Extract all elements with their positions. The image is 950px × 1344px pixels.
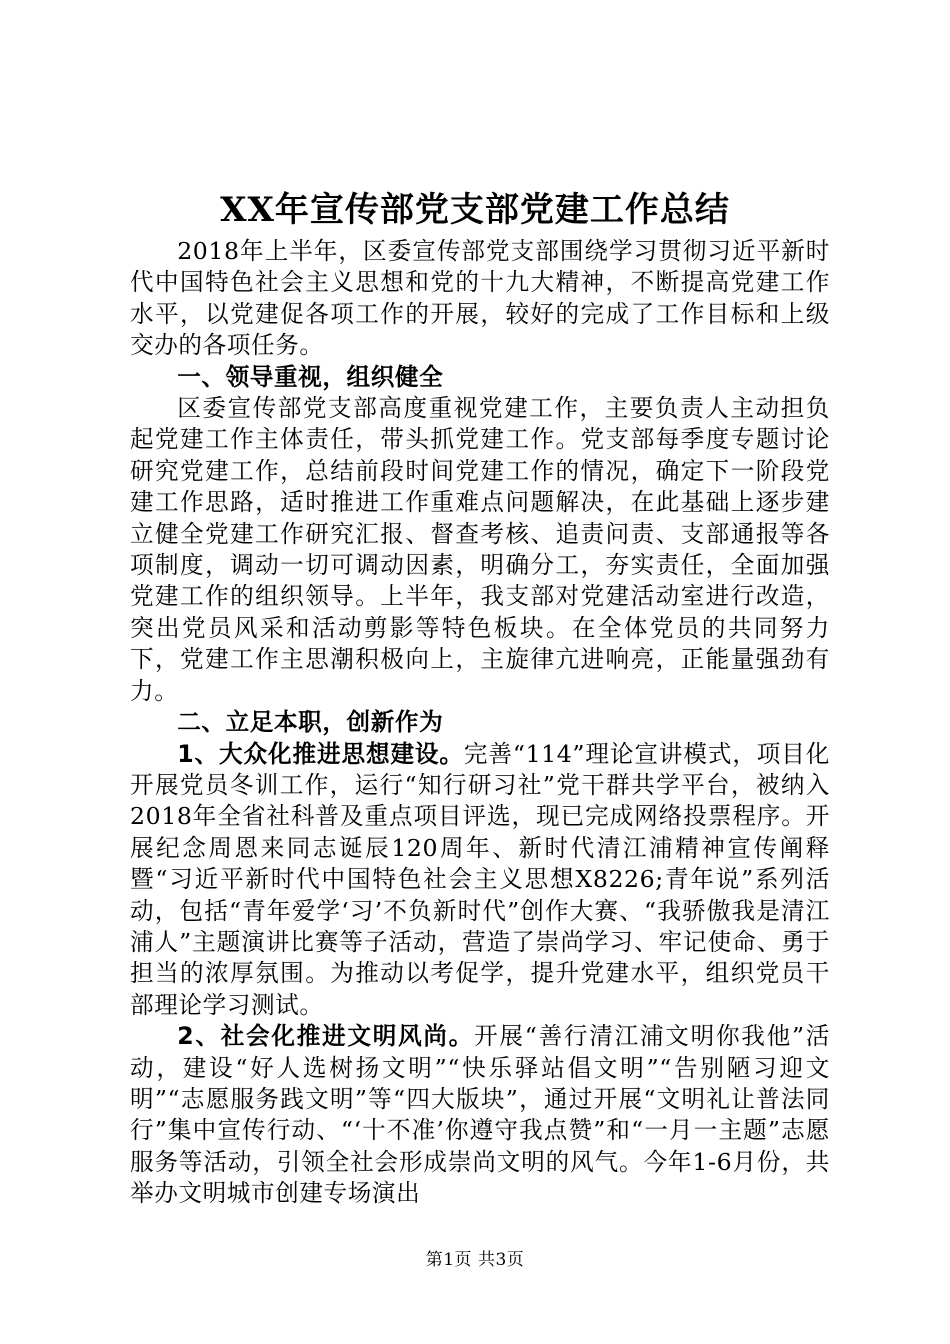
item-2-body: 开展“善行清江浦文明你我他”活动，建设“好人选树扬文明”“快乐驿站倡文明”“告别陋习迎文明”“志愿服务践文明”等“四大版块”，通过开展“文明礼让普法同行”集中宣传行动、“‘十不准’你遵守我点赞”和“一月一主题”志愿服务等活动，引领全社会形成崇尚文明的风气。今年1-6月份，共举办文明城市创建专场演出 — [130, 1022, 830, 1208]
item-1-body: 完善“114”理论宣讲模式，项目化开展党员冬训工作，运行“知行研习社”党干群共学平台，被纳入2018年全省社科普及重点项目评选，现已完成网络投票程序。开展纪念周恩来同志诞辰120周年、新时代清江浦精神宣传阐释暨“习近平新时代中国特色社会主义思想X8226;青年说”系列活动，包括“青年爱学‘习’不负新时代”创作大赛、“我骄傲我是清江浦人”主题演讲比赛等子活动，营造了崇尚学习、牢记使命、勇于担当的浓厚氛围。为推动以考促学，提升党建水平，组织党员干部理论学习测试。 — [130, 739, 830, 1019]
item-1-lead: 1、大众化推进思想建设。 — [177, 739, 464, 768]
document-title: XX年宣传部党支部党建工作总结 — [220, 190, 730, 230]
document-body — [130, 236, 830, 1210]
item-2-lead: 2、社会化推进文明风尚。 — [177, 1022, 475, 1051]
section-heading-1: 一、领导重视，组织健全 — [177, 362, 444, 391]
page-number-footer: 第1页 共3页 — [425, 1250, 525, 1270]
section-2-item-1-paragraph — [130, 739, 830, 1022]
section-2-item-2-paragraph — [130, 1021, 830, 1209]
section-1-paragraph: 区委宣传部党支部高度重视党建工作，主要负责人主动担负起党建工作主体责任，带头抓党建工作。党支部每季度专题讨论研究党建工作，总结前段时间党建工作的情况，确定下一阶段党建工作思路，适时推进工作重难点问题解决，在此基础上逐步建立健全党建工作研究汇报、督查考核、追责问责、支部通报等各项制度，调动一切可调动因素，明确分工，夯实责任，全面加强党建工作的组织领导。上半年，我支部对党建活动室进行改造，突出党员风采和活动剪影等特色板块。在全体党员的共同努力下，党建工作主思潮积极向上，主旋律亢进响亮，正能量强劲有力。 — [130, 394, 830, 705]
intro-paragraph: 2018年上半年，区委宣传部党支部围绕学习贯彻习近平新时代中国特色社会主义思想和党的十九大精神，不断提高党建工作水平，以党建促各项工作的开展，较好的完成了工作目标和上级交办的各项任务。 — [130, 237, 830, 360]
section-heading-2: 二、立足本职，创新作为 — [177, 708, 444, 737]
